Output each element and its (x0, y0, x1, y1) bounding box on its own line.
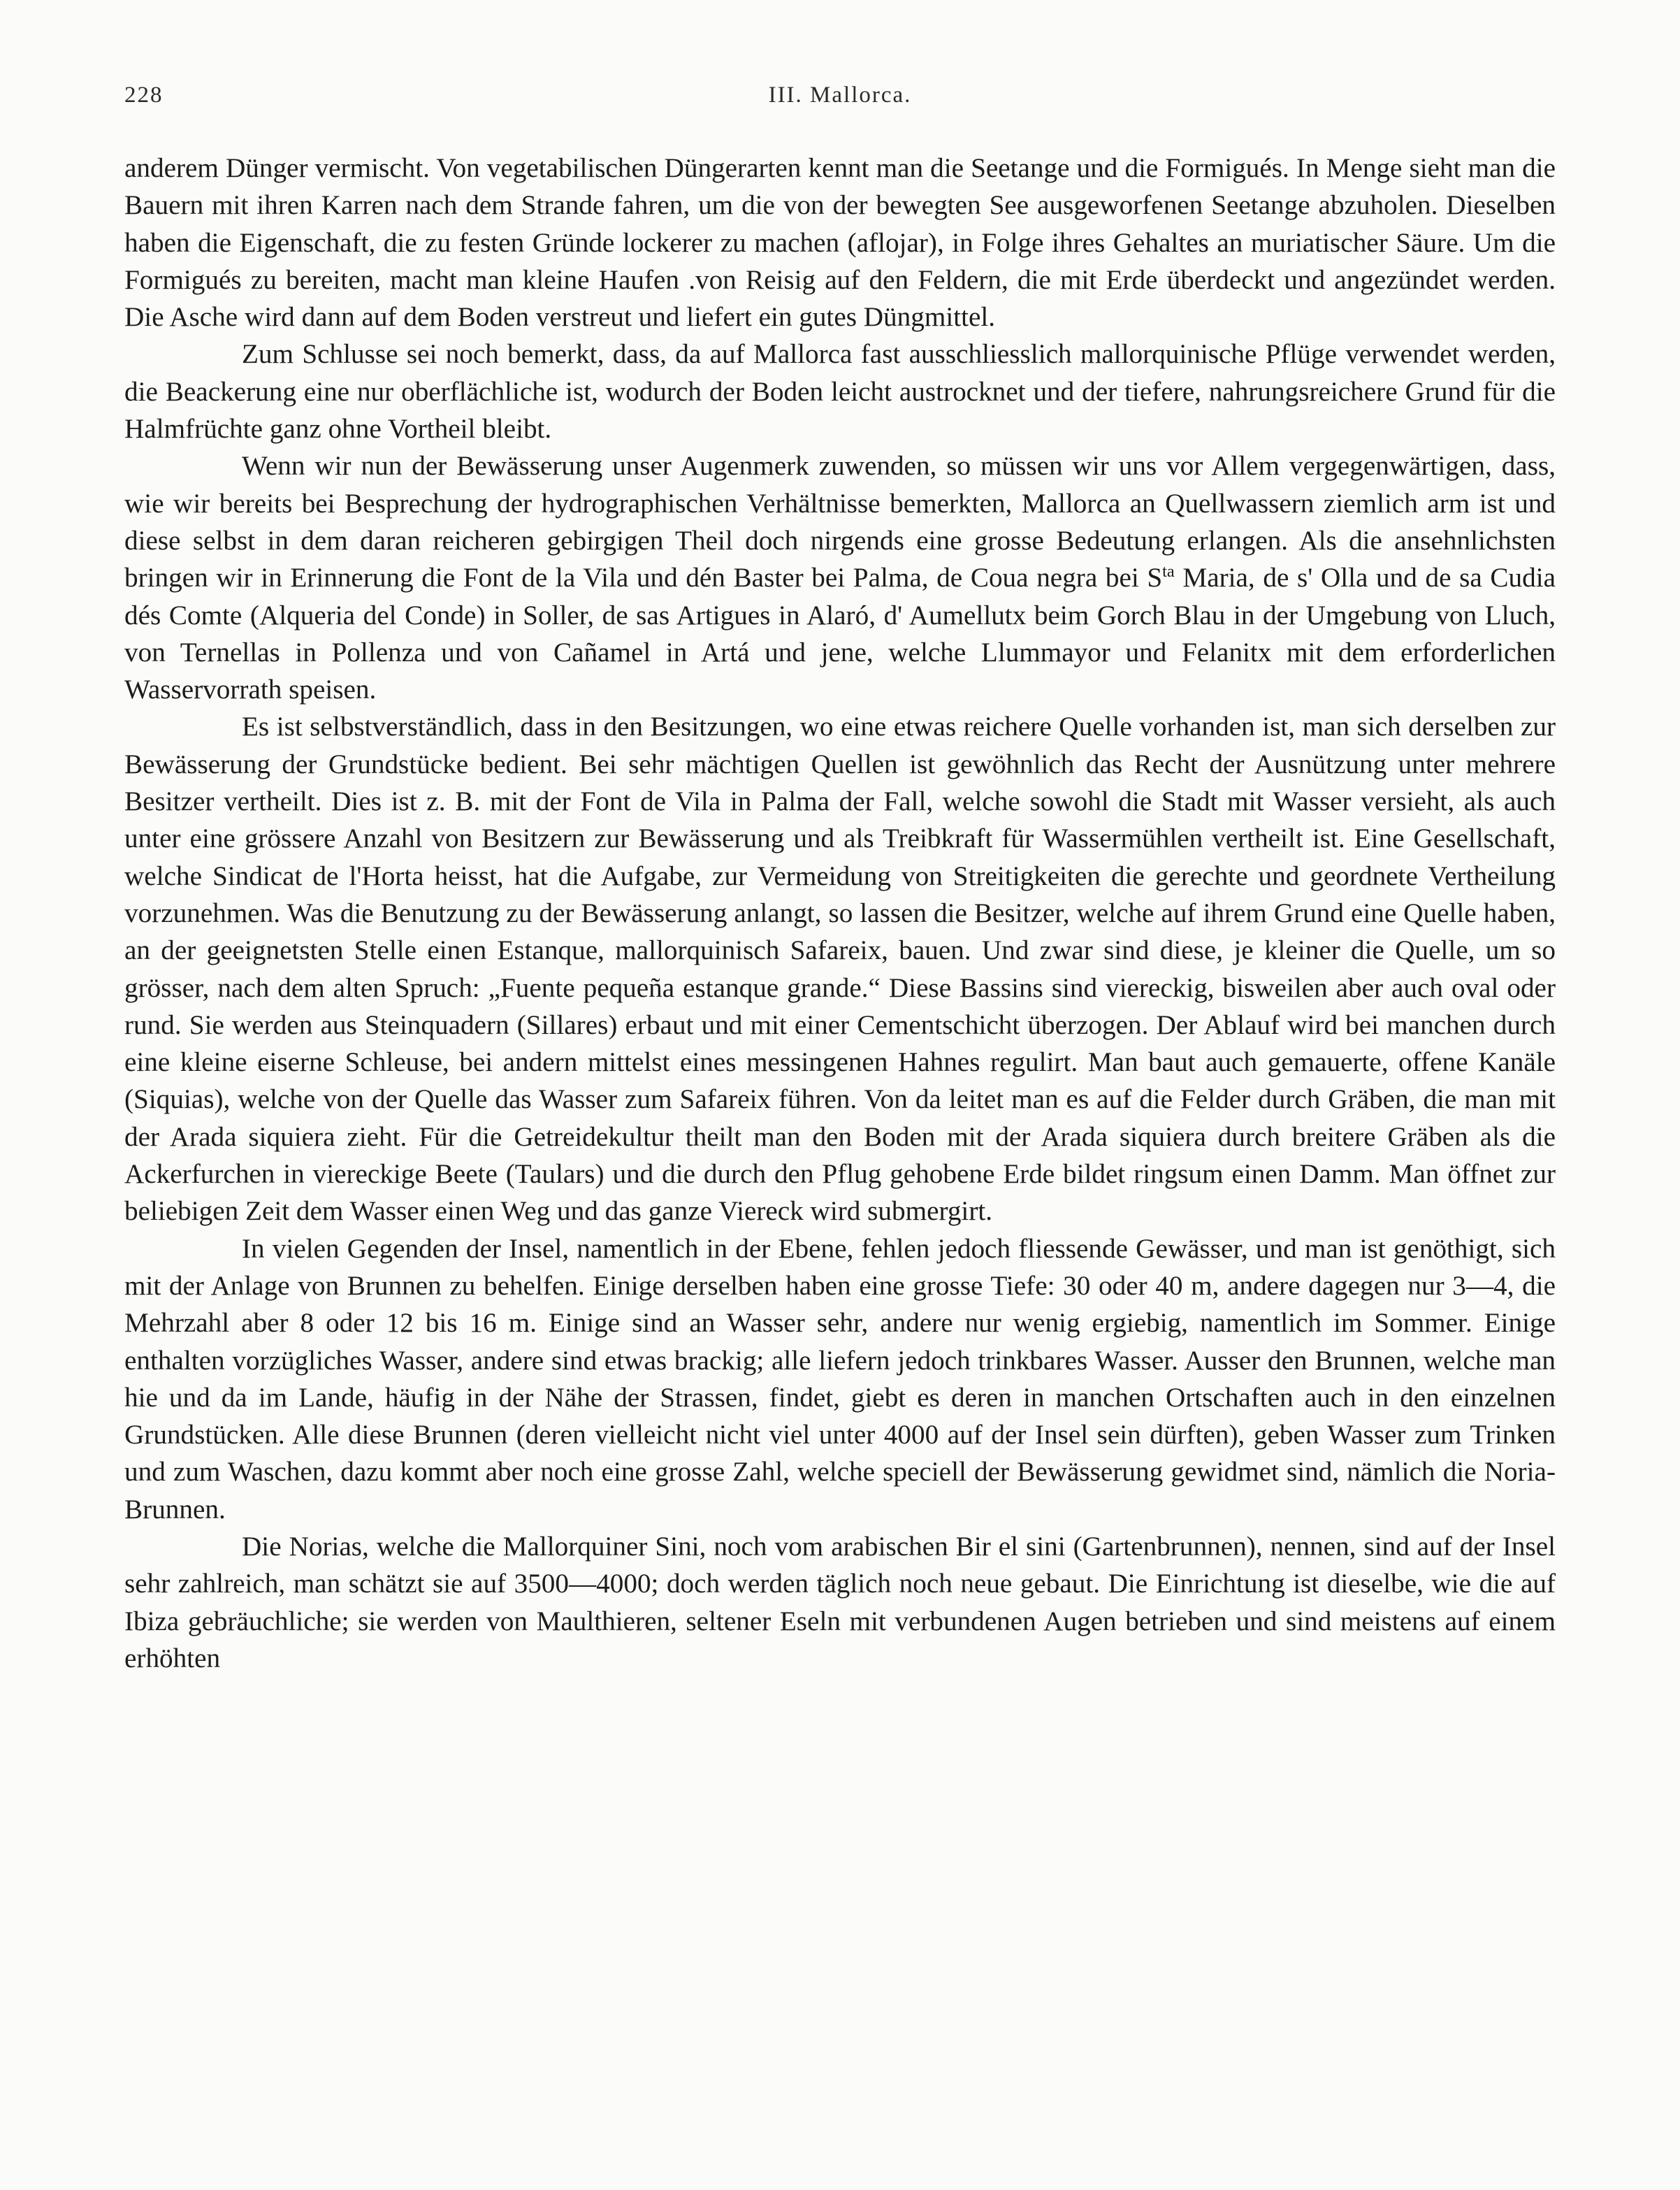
paragraph-6: Die Norias, welche die Mallorquiner Sini, noch vom arabischen Bir el sini (Gartenbrunnen), nennen, sind auf der Insel sehr zahlreich, man schätzt sie auf 3500—4000; doch werden täglich noch neue gebaut. Die Einrichtung ist dieselbe, wie die auf Ibiza gebräuchliche; sie werden von Maulthieren, seltener Eseln mit verbundenen Augen betrieben und sind meistens auf einem erhöhten (124, 1531, 1556, 1673)
book-page (124, 82, 1556, 1677)
body-text (124, 150, 1556, 1677)
paragraph-3-text: Wenn wir nun der Bewässerung unser Augenmerk zuwenden, so müssen wir uns vor Allem vergegenwärtigen, dass, wie wir bereits bei Besprechung der hydrographischen Verhältnisse bemerkten, Mallorca an Quellwassern ziemlich arm ist und diese selbst in dem daran reicheren gebirgigen Theil doch nirgends eine grosse Bedeutung erlangen. Als die ansehnlichsten bringen wir in Erinnerung die Font de la Vila und dén Baster bei Palma, de Coua negra bei S (124, 451, 1556, 593)
paragraph-5: In vielen Gegenden der Insel, namentlich in der Ebene, fehlen jedoch fliessende Gewässer, und man ist genöthigt, sich mit der Anlage von Brunnen zu behelfen. Einige derselben haben eine grosse Tiefe: 30 oder 40 m, andere dagegen nur 3—4, die Mehrzahl aber 8 oder 12 bis 16 m. Einige sind an Wasser sehr, andere nur wenig ergiebig, namentlich im Sommer. Einige enthalten vorzügliches Wasser, andere sind etwas brackig; alle liefern jedoch trinkbares Wasser. Ausser den Brunnen, welche man hie und da im Lande, häufig in der Nähe der Strassen, findet, giebt es deren in manchen Ortschaften auch in den einzelnen Grundstücken. Alle diese Brunnen (deren vielleicht nicht viel unter 4000 auf der Insel sein dürften), geben Wasser zum Trinken und zum Waschen, dazu kommt aber noch eine grosse Zahl, welche speciell der Bewässerung gewidmet sind, nämlich die Noria-Brunnen. (124, 1233, 1556, 1525)
running-title: III. Mallorca. (768, 82, 912, 108)
paragraph-2: Zum Schlusse sei noch bemerkt, dass, da auf Mallorca fast ausschliesslich mallorquinische Pflüge verwendet werden, die Beackerung eine nur oberflächliche ist, wodurch der Boden leicht austrocknet und der tiefere, nahrungsreichere Grund für die Halmfrüchte ganz ohne Vortheil bleibt. (124, 339, 1556, 445)
paragraph-3-superscript: ta (1162, 562, 1175, 582)
paragraph-3-continuation: Maria, de s' Olla und de sa Cudia dés Comte (Alqueria del Conde) in Soller, de sas Artigues in Alaró, d' Aumellutx beim Gorch Blau in der Umgebung von Lluch, von Ternellas in Pollenza und von Cañamel in Artá und jene, welche Llummayor und Felanitx mit dem erforderlichen Wasservorrath speisen. (124, 563, 1556, 705)
page-header (124, 82, 1556, 124)
paragraph-1: anderem Dünger vermischt. Von vegetabilischen Düngerarten kennt man die Seetange und die Formigués. In Menge sieht man die Bauern mit ihren Karren nach dem Strande fahren, um die von der bewegten See ausgeworfenen Seetange abzuholen. Dieselben haben die Eigenschaft, die zu festen Gründe lockerer zu machen (aflojar), in Folge ihres Gehaltes an muriatischer Säure. Um die Formigués zu bereiten, macht man kleine Haufen .von Reisig auf den Feldern, die mit Erde überdeckt und angezündet werden. Die Asche wird dann auf dem Boden verstreut und liefert ein gutes Düngmittel. (124, 153, 1556, 333)
paragraph-3 (124, 447, 1556, 708)
paragraph-4: Es ist selbstverständlich, dass in den Besitzungen, wo eine etwas reichere Quelle vorhanden ist, man sich derselben zur Bewässerung der Grundstücke bedient. Bei sehr mächtigen Quellen ist gewöhnlich das Recht der Ausnützung unter mehrere Besitzer vertheilt. Dies ist z. B. mit der Font de Vila in Palma der Fall, welche sowohl die Stadt mit Wasser versieht, als auch unter eine grössere Anzahl von Besitzern zur Bewässerung und als Treibkraft für Wassermühlen vertheilt ist. Eine Gesellschaft, welche Sindicat de l'Horta heisst, hat die Aufgabe, zur Vermeidung von Streitigkeiten die gerechte und geordnete Vertheilung vorzunehmen. Was die Benutzung zu der Bewässerung anlangt, so lassen die Besitzer, welche auf ihrem Grund eine Quelle haben, an der geeignetsten Stelle einen Estanque, mallorquinisch Safareix, bauen. Und zwar sind diese, je kleiner die Quelle, um so grösser, nach dem alten Spruch: „Fuente pequeña estanque grande.“ Diese Bassins sind viereckig, bisweilen aber auch oval oder rund. Sie werden aus Steinquadern (Sillares) erbaut und mit einer Cementschicht überzogen. Der Ablauf wird bei manchen durch eine kleine eiserne Schleuse, bei andern mittelst eines messingenen Hahnes regulirt. Man baut auch gemauerte, offene Kanäle (Siquias), welche von der Quelle das Wasser zum Safareix führen. Von da leitet man es auf die Felder durch Gräben, die man mit der Arada siquiera zieht. Für die Getreidekultur theilt man den Boden mit der Arada siquiera durch breitere Gräben als die Ackerfurchen in viereckige Beete (Taulars) und die durch den Pflug gehobene Erde bildet ringsum einen Damm. Man öffnet zur beliebigen Zeit dem Wasser einen Weg und das ganze Viereck wird submergirt. (124, 712, 1556, 1227)
page-number: 228 (124, 82, 164, 108)
